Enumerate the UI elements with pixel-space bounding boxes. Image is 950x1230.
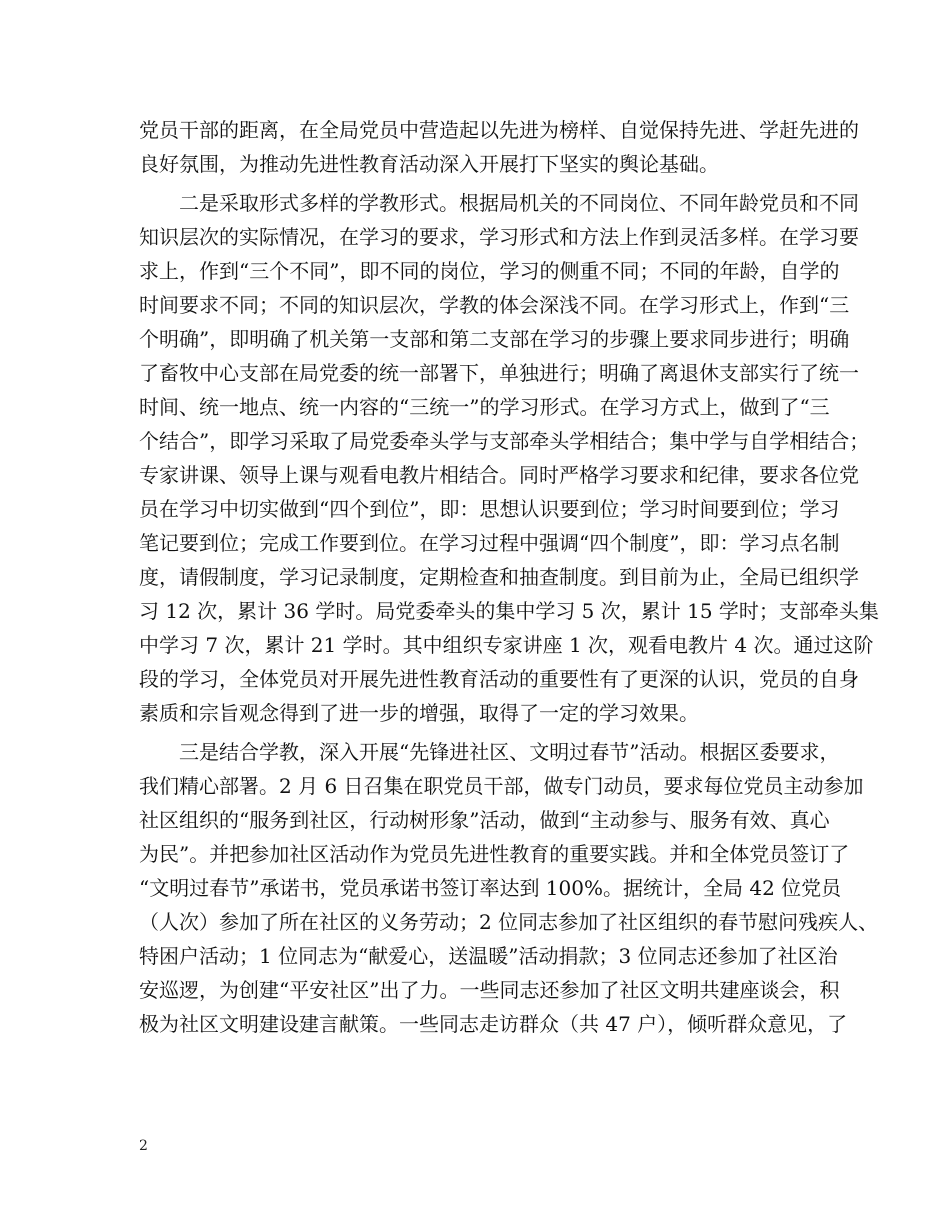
text-line: 党员干部的距离，在全局党员中营造起以先进为榜样、自觉保持先进、学赶先进的: [139, 118, 859, 142]
text-line: 求上，作到“三个不同”，即不同的岗位，学习的侧重不同；不同的年龄，自学的: [139, 259, 840, 283]
text-line: 专家讲课、领导上课与观看电教片相结合。同时严格学习要求和纪律，要求各位党: [139, 463, 859, 487]
text-line: 个结合”，即学习采取了局党委牵头学与支部牵头学相结合；集中学与自学相结合；: [139, 429, 870, 453]
page-number: 2: [139, 1138, 148, 1154]
text-line: 特困户活动；1 位同志为“献爱心，送温暖”活动捐款；3 位同志还参加了社区治: [139, 944, 838, 968]
text-line: 知识层次的实际情况，在学习的要求，学习形式和方法上作到灵活多样。在学习要: [139, 225, 859, 249]
text-line: 度，请假制度，学习记录制度，定期检查和抽查制度。到目前为止，全局已组织学: [139, 565, 859, 589]
text-line: 极为社区文明建设建言献策。一些同志走访群众（共 47 户），倾听群众意见，了: [139, 1012, 848, 1036]
text-line: 我们精心部署。2 月 6 日召集在职党员干部，做专门动员，要求每位党员主动参加: [139, 774, 864, 798]
text-line: 良好氛围，为推动先进性教育活动深入开展打下坚实的舆论基础。: [139, 152, 719, 176]
text-line: 时间要求不同；不同的知识层次，学教的体会深浅不同。在学习形式上，作到“三: [139, 293, 850, 317]
text-line: 笔记要到位；完成工作要到位。在学习过程中强调“四个制度”，即：学习点名制: [139, 531, 840, 555]
text-line: 了畜牧中心支部在局党委的统一部署下，单独进行；明确了离退休支部实行了统一: [139, 361, 859, 385]
text-line: 为民”。并把参加社区活动作为党员先进性教育的重要实践。并和全体党员签订了: [139, 842, 850, 866]
text-line: “文明过春节”承诺书，党员承诺书签订率达到 100%。据统计，全局 42 位党员: [139, 876, 842, 900]
document-body: [139, 113, 879, 1041]
paragraph-start-line: 三是结合学教，深入开展“先锋进社区、文明过春节”活动。根据区委要求，: [179, 740, 840, 764]
text-line: 社区组织的“服务到社区，行动树形象”活动，做到“主动参与、服务有效、真心: [139, 808, 830, 832]
text-line: 个明确”，即明确了机关第一支部和第二支部在学习的步骤上要求同步进行；明确: [139, 327, 850, 351]
text-line: （人次）参加了所在社区的义务劳动；2 位同志参加了社区组织的春节慰问残疾人、: [139, 910, 879, 934]
text-line: 段的学习，全体党员对开展先进性教育活动的重要性有了更深的认识，党员的自身: [139, 667, 859, 691]
text-line: 时间、统一地点、统一内容的“三统一”的学习形式。在学习方式上，做到了“三: [139, 395, 830, 419]
text-line: 中学习 7 次，累计 21 学时。其中组织专家讲座 1 次，观看电教片 4 次。通过这阶: [139, 633, 874, 657]
text-line: 员在学习中切实做到“四个到位”，即：思想认识要到位；学习时间要到位；学习: [139, 497, 840, 521]
text-line: 安巡逻，为创建“平安社区”出了力。一些同志还参加了社区文明共建座谈会，积: [139, 978, 840, 1002]
text-line: 习 12 次，累计 36 学时。局党委牵头的集中学习 5 次，累计 15 学时；支部牵头集: [139, 599, 879, 623]
paragraph-start-line: 二是采取形式多样的学教形式。根据局机关的不同岗位、不同年龄党员和不同: [179, 191, 859, 215]
text-line: 素质和宗旨观念得到了进一步的增强，取得了一定的学习效果。: [139, 701, 699, 725]
